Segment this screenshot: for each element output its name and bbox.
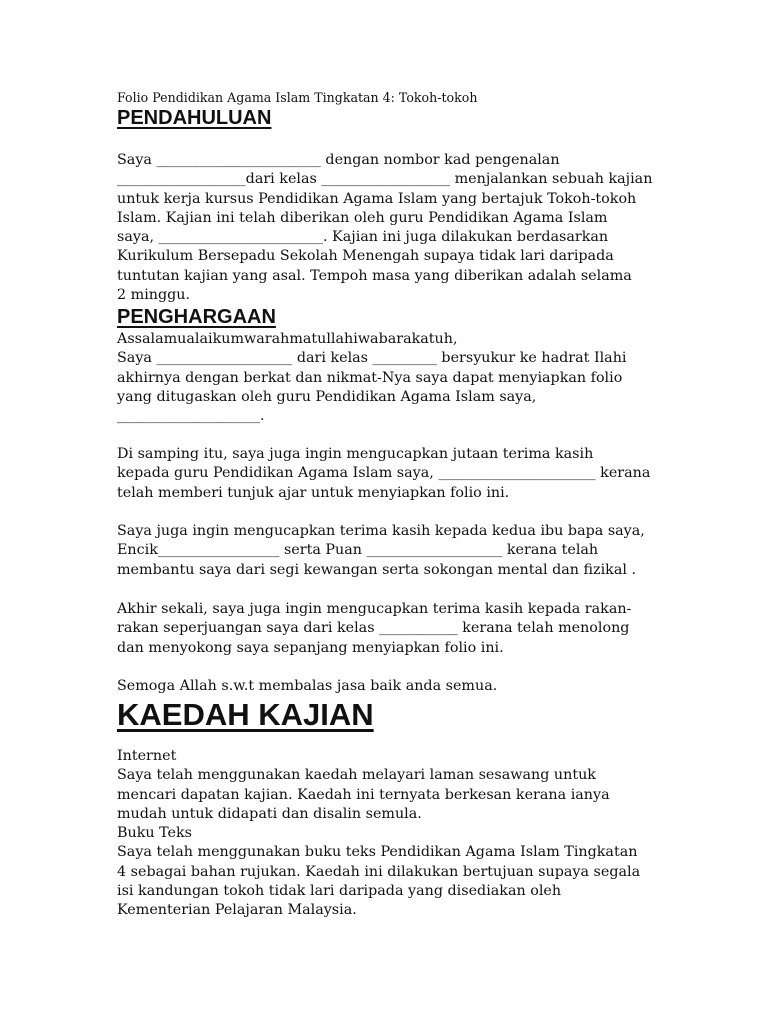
penghargaan-paragraph-2 [117, 445, 650, 503]
kaedah-internet-section [117, 747, 610, 824]
text-line: membantu saya dari segi kewangan serta sokongan mental dan fizikal . [117, 561, 637, 578]
text-line: Kementerian Pelajaran Malaysia. [117, 902, 357, 919]
text-line: Assalamualaikumwarahmatullahiwabarakatuh, [117, 331, 458, 347]
penghargaan-paragraph-5 [117, 677, 497, 696]
kaedah-kajian-heading: KAEDAH KAJIAN [117, 697, 374, 732]
text-line: tuntutan kajian yang asal. Tempoh masa yang diberikan adalah selama [117, 267, 632, 284]
penghargaan-paragraph-3 [117, 522, 645, 580]
penghargaan-paragraph-4 [117, 600, 631, 658]
penghargaan-heading: PENGHARGAAN [117, 306, 276, 328]
text-line: Encik_________________ serta Puan ___________________ kerana telah [117, 542, 599, 559]
text-line: Islam. Kajian ini telah diberikan oleh guru Pendidikan Agama Islam [117, 209, 608, 226]
text-line: untuk kerja kursus Pendidikan Agama Islam yang bertajuk Tokoh-tokoh [117, 190, 637, 207]
text-line: telah memberi tunjuk ajar untuk menyiapkan folio ini. [117, 484, 510, 501]
text-line: rakan seperjuangan saya dari kelas ___________ kerana telah menolong [117, 620, 630, 637]
text-line: Kurikulum Bersepadu Sekolah Menengah supaya tidak lari daripada [117, 248, 614, 265]
text-line: yang ditugaskan oleh guru Pendidikan Agama Islam saya, [117, 388, 537, 405]
text-line: dan menyokong saya sepanjang menyiapkan folio ini. [117, 639, 504, 656]
text-line: Semoga Allah s.w.t membalas jasa baik anda semua. [117, 678, 498, 694]
document-title: Folio Pendidikan Agama Islam Tingkatan 4: Tokoh-tokoh [117, 90, 478, 105]
text-line: Akhir sekali, saya juga ingin mengucapkan terima kasih kepada rakan- [117, 601, 632, 617]
pendahuluan-heading: PENDAHULUAN [117, 107, 272, 129]
text-line: saya, _______________________. Kajian ini juga dilakukan berdasarkan [117, 229, 609, 246]
subheading-buku-teks: Buku Teks [117, 825, 193, 841]
text-line: ____________________. [117, 408, 265, 425]
text-line: Saya _______________________ dengan nombor kad pengenalan [117, 152, 560, 168]
pendahuluan-paragraph [117, 151, 652, 305]
text-line: Di samping itu, saya juga ingin mengucapkan jutaan terima kasih [117, 446, 594, 462]
penghargaan-paragraph-1 [117, 330, 626, 426]
text-line: 2 minggu. [117, 287, 191, 304]
kaedah-buku-teks-section [117, 824, 640, 920]
text-line: isi kandungan tokoh tidak lari daripada yang disediakan oleh [117, 882, 562, 899]
text-line: Saya juga ingin mengucapkan terima kasih kepada kedua ibu bapa saya, [117, 523, 645, 539]
text-line: Saya ___________________ dari kelas _________ bersyukur ke hadrat Ilahi [117, 350, 627, 367]
text-line: Saya telah menggunakan buku teks Pendidikan Agama Islam Tingkatan [117, 844, 638, 861]
subheading-internet: Internet [117, 748, 177, 764]
text-line: kepada guru Pendidikan Agama Islam saya, ______________________ kerana [117, 465, 651, 482]
text-line: mudah untuk didapati dan disalin semula. [117, 805, 422, 822]
text-line: 4 sebagai bahan rujukan. Kaedah ini dilakukan bertujuan supaya segala [117, 863, 641, 880]
text-line: Saya telah menggunakan kaedah melayari laman sesawang untuk [117, 767, 596, 784]
text-line: __________________dari kelas __________________ menjalankan sebuah kajian [117, 171, 653, 188]
text-line: akhirnya dengan berkat dan nikmat-Nya saya dapat menyiapkan folio [117, 369, 623, 386]
text-line: mencari dapatan kajian. Kaedah ini ternyata berkesan kerana ianya [117, 786, 610, 803]
